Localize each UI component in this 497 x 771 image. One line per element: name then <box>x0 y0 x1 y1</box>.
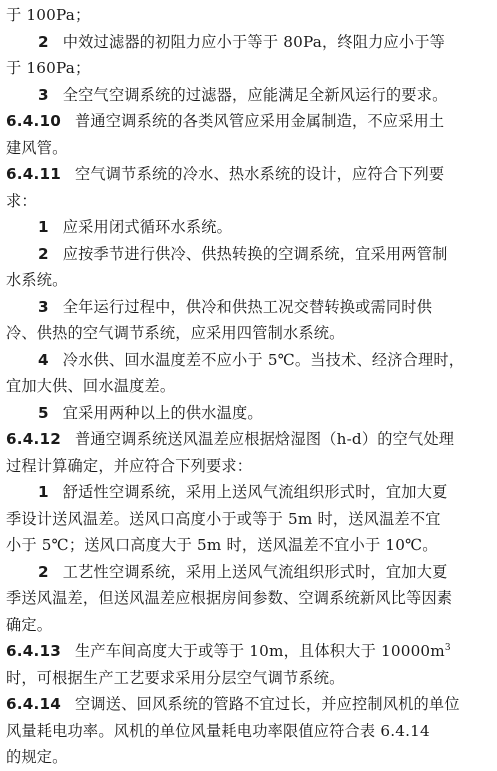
text-line <box>6 135 487 162</box>
text-line <box>6 532 487 559</box>
line-text: 求： <box>6 191 37 210</box>
text-line <box>6 267 487 294</box>
line-text: 于 160Pa； <box>6 59 91 77</box>
list-item <box>6 559 487 586</box>
line-text: 宜采用两种以上的供水温度。 <box>62 403 263 422</box>
item-number: 1 <box>38 483 49 501</box>
line-text: 普通空调系统的各类风管应采用金属制造，不应采用土 <box>75 112 445 130</box>
line-text: 应采用闭式循环水系统。 <box>62 218 233 236</box>
text-line <box>6 188 487 215</box>
list-item <box>6 479 487 506</box>
text-line <box>6 2 487 29</box>
line-text: 全空气空调系统的过滤器，应能满足全新风运行的要求。 <box>62 85 448 104</box>
line-text: 水系统。 <box>6 271 68 289</box>
text-line <box>6 320 487 347</box>
line-text: 舒适性空调系统，采用上送风气流组织形式时，宜加大夏 <box>62 483 448 501</box>
line-text: 应按季节进行供冷、供热转换的空调系统，宜采用两管制 <box>62 244 448 263</box>
clause-number: 6.4.13 <box>6 642 62 660</box>
line-text: 建风管。 <box>6 138 68 157</box>
item-number: 5 <box>38 403 49 422</box>
line-text: 空气调节系统的冷水、热水系统的设计，应符合下列要 <box>75 165 445 183</box>
section-clause <box>6 161 487 188</box>
text-line <box>6 665 487 692</box>
list-item <box>6 214 487 241</box>
section-clause <box>6 691 487 718</box>
line-text: 宜加大供、回水温度差。 <box>6 377 176 395</box>
superscript: 3 <box>444 642 451 653</box>
line-text: 全年运行过程中，供冷和供热工况交替转换或需同时供 <box>62 297 433 316</box>
clause-number: 6.4.14 <box>6 695 62 713</box>
item-number: 3 <box>38 297 49 316</box>
item-number: 2 <box>38 562 49 581</box>
line-text: 冷、供热的空气调节系统，应采用四管制水系统。 <box>6 324 345 342</box>
line-text: 普通空调系统送风温差应根据焓湿图（h-d）的空气处理 <box>75 430 455 448</box>
text-line <box>6 506 487 533</box>
clause-number: 6.4.11 <box>6 165 62 183</box>
line-text: 空调送、回风系统的管路不宜过长，并应控制风机的单位 <box>75 695 460 713</box>
item-number: 4 <box>38 350 49 369</box>
text-line <box>6 55 487 82</box>
line-text: 时，可根据生产工艺要求采用分层空气调节系统。 <box>6 668 345 687</box>
line-text: 于 100Pa； <box>6 6 91 24</box>
line-text: 确定。 <box>6 615 53 634</box>
line-text: 生产车间高度大于或等于 10m，且体积大于 10000m <box>75 642 445 660</box>
line-text: 小于 5℃；送风口高度大于 5m 时，送风温差不宜小于 10℃。 <box>6 536 438 554</box>
list-item <box>6 241 487 268</box>
line-text: 的规定。 <box>6 748 68 766</box>
line-text: 过程计算确定，并应符合下列要求： <box>6 456 253 475</box>
list-item <box>6 29 487 56</box>
item-number: 2 <box>38 244 49 263</box>
text-line <box>6 453 487 480</box>
clause-number: 6.4.12 <box>6 430 62 448</box>
text-line <box>6 612 487 639</box>
line-text: 风量耗电功率。风机的单位风量耗电功率限值应符合表 6.4.14 <box>6 721 430 740</box>
text-line <box>6 585 487 612</box>
text-line <box>6 718 487 745</box>
list-item <box>6 347 487 374</box>
line-text: 季送风温差，但送风温差应根据房间参数、空调系统新风比等因素 <box>6 589 453 607</box>
line-text: 工艺性空调系统，采用上送风气流组织形式时，宜加大夏 <box>62 562 448 581</box>
list-item <box>6 82 487 109</box>
text-line <box>6 744 487 771</box>
line-text: 季设计送风温差。送风口高度小于或等于 5m 时，送风温差不宜 <box>6 509 441 528</box>
item-number: 3 <box>38 85 49 104</box>
list-item <box>6 400 487 427</box>
section-clause <box>6 108 487 135</box>
clause-number: 6.4.10 <box>6 112 62 130</box>
item-number: 1 <box>38 218 49 236</box>
section-clause <box>6 638 487 665</box>
list-item <box>6 294 487 321</box>
text-line <box>6 373 487 400</box>
item-number: 2 <box>38 32 49 51</box>
line-text: 冷水供、回水温度差不应小于 5℃。当技术、经济合理时， <box>62 350 465 369</box>
line-text: 中效过滤器的初阻力应小于等于 80Pa，终阻力应小于等 <box>62 32 446 51</box>
section-clause <box>6 426 487 453</box>
